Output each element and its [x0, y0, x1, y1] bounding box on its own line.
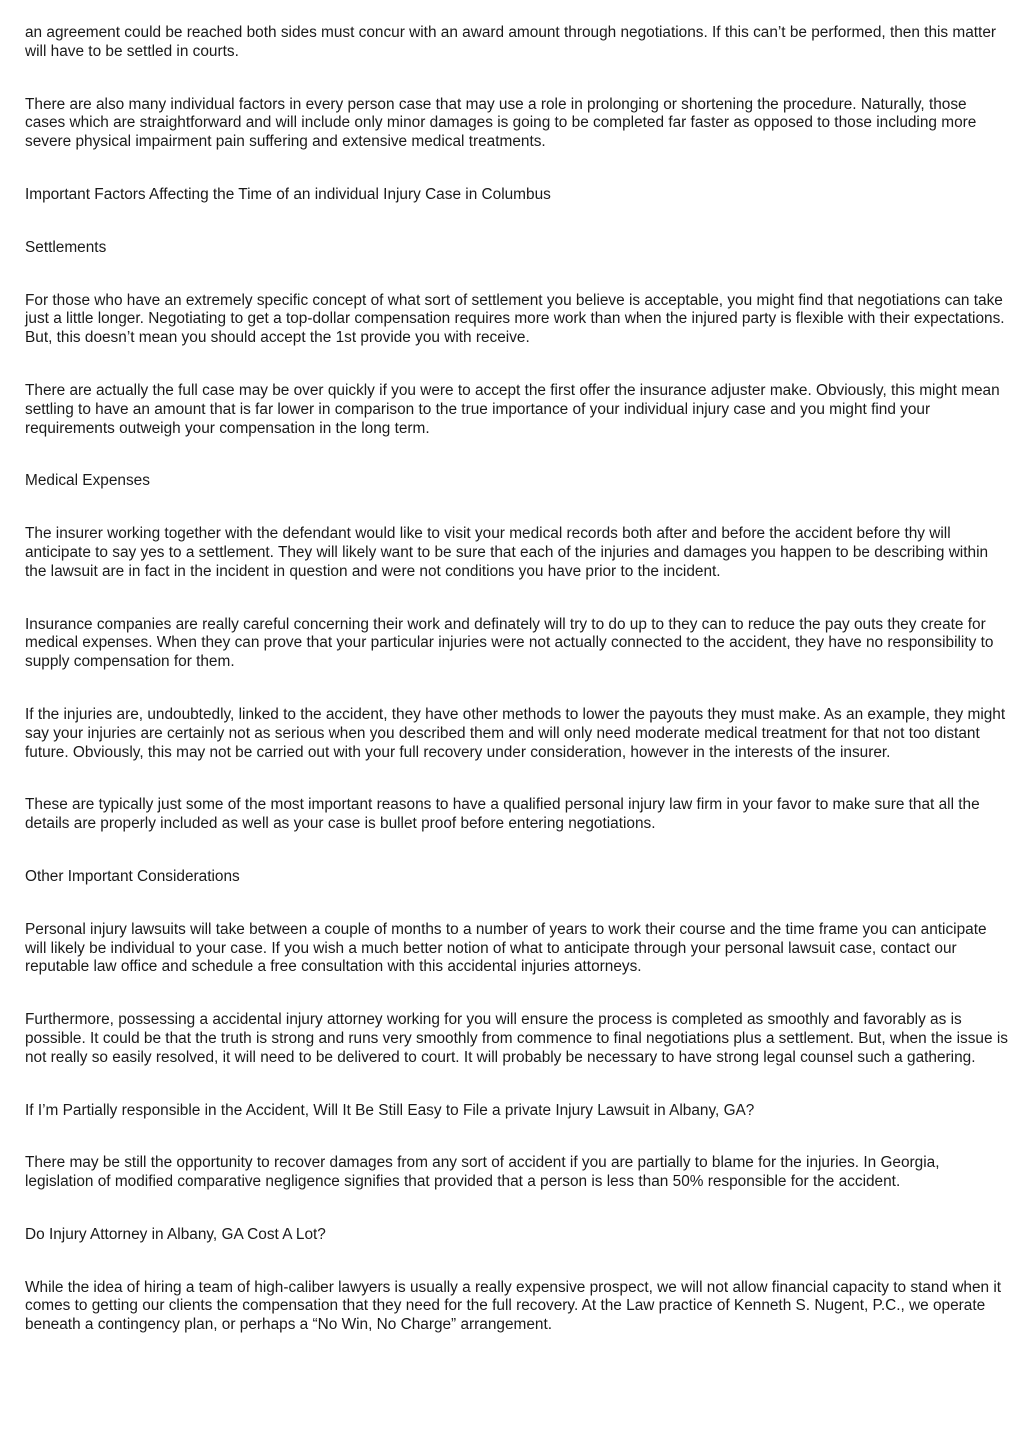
paragraph-settlement-concept: For those who have an extremely specific concept of what sort of settlement you believe is acceptable, you might find that negotiations can take just a little longer. Negotiating to get a top-dollar compensation requires more work than when the injured party is flexible with their expectations. But, this doesn’t mean you should accept the 1st provide you with receive. — [25, 291, 1005, 347]
paragraph-comparative-negligence: There may be still the opportunity to recover damages from any sort of accident if you are partially to blame for the injuries. In Georgia, legislation of modified comparative negligence signifies that provided that a person is less than 50% responsible for the accident. — [25, 1154, 940, 1191]
heading-attorney-cost: Do Injury Attorney in Albany, GA Cost A Lot? — [25, 1225, 326, 1243]
paragraph-attorney-benefits: Furthermore, possessing a accidental injury attorney working for you will ensure the process is completed as smoothly and favorably as is possible. It could be that the truth is strong and runs very smoothly from commence to final negotiations plus a settlement. But, when the issue is not really so easily resolved, it will need to be delivered to court. It will probably be necessary to have strong legal counsel such a gathering. — [25, 1011, 1008, 1066]
heading-settlements: Settlements — [25, 238, 107, 256]
paragraph-first-offer: There are actually the full case may be over quickly if you were to accept the first offer the insurance adjuster make. Obviously, this might mean settling to have an amount that is far lower in comparison to the true importance of your individual injury case and you might find your requirements outweigh your compensation in the long term. — [25, 381, 1000, 437]
paragraph-individual-factors: There are also many individual factors in every person case that may use a role in prolonging or shortening the procedure. Naturally, those cases which are straightforward and will include only minor damages is going to be completed far faster as opposed to those including more severe physical impairment pain suffering and extensive medical treatments. — [25, 95, 977, 151]
paragraph-lawsuit-duration: Personal injury lawsuits will take between a couple of months to a number of years to work their course and the time frame you can anticipate will likely be individual to your case. If you wish a much better notion of what to anticipate through your personal lawsuit case, contact our reputable law office and schedule a free consultation with this accidental injuries attorneys. — [25, 920, 987, 976]
heading-medical-expenses: Medical Expenses — [25, 472, 150, 490]
heading-important-factors: Important Factors Affecting the Time of an individual Injury Case in Columbus — [25, 185, 551, 203]
heading-other-considerations: Other Important Considerations — [25, 867, 240, 885]
paragraph-settlement-courts: an agreement could be reached both sides must concur with an award amount through negotiations. If this can’t be performed, then this matter will have to be settled in courts. — [25, 24, 997, 60]
paragraph-important-reasons: These are typically just some of the most important reasons to have a qualified personal injury law firm in your favor to make sure that all the details are properly included as well as your case is bullet proof before entering negotiations. — [25, 796, 980, 833]
paragraph-insurance-companies: Insurance companies are really careful concerning their work and definately will try to do up to they can to reduce the pay outs they create for medical expenses. When they can prove that your particular injuries were not actually connected to the accident, they have no responsibility to supply compensation for them. — [25, 615, 994, 671]
paragraph-medical-records: The insurer working together with the defendant would like to visit your medical records both after and before the accident before thy will anticipate to say yes to a settlement. They will likely want to be sure that each of the injuries and damages you happen to be describing within the lawsuit are in fact in the incident in question and were not conditions you have prior to the incident. — [25, 525, 989, 580]
paragraph-linked-injuries: If the injuries are, undoubtedly, linked to the accident, they have other methods to lower the payouts they must make. As an example, they might say your injuries are certainly not as serious when you described them and will only need moderate medical treatment for that not too distant future. Obviously, this may not be carried out with your full recovery under consideration, however in the interests of the insurer. — [25, 705, 1006, 761]
heading-partially-responsible: If I’m Partially responsible in the Accident, Will It Be Still Easy to File a private Injury Lawsuit in Albany, GA? — [25, 1101, 755, 1119]
document-body — [25, 24, 1010, 1335]
paragraph-contingency-plan: While the idea of hiring a team of high-caliber lawyers is usually a really expensive prospect, we will not allow financial capacity to stand when it comes to getting our clients the compensation that they need for the full recovery. At the Law practice of Kenneth S. Nugent, P.C., we operate beneath a contingency plan, or perhaps a “No Win, No Charge” arrangement. — [25, 1278, 1002, 1334]
